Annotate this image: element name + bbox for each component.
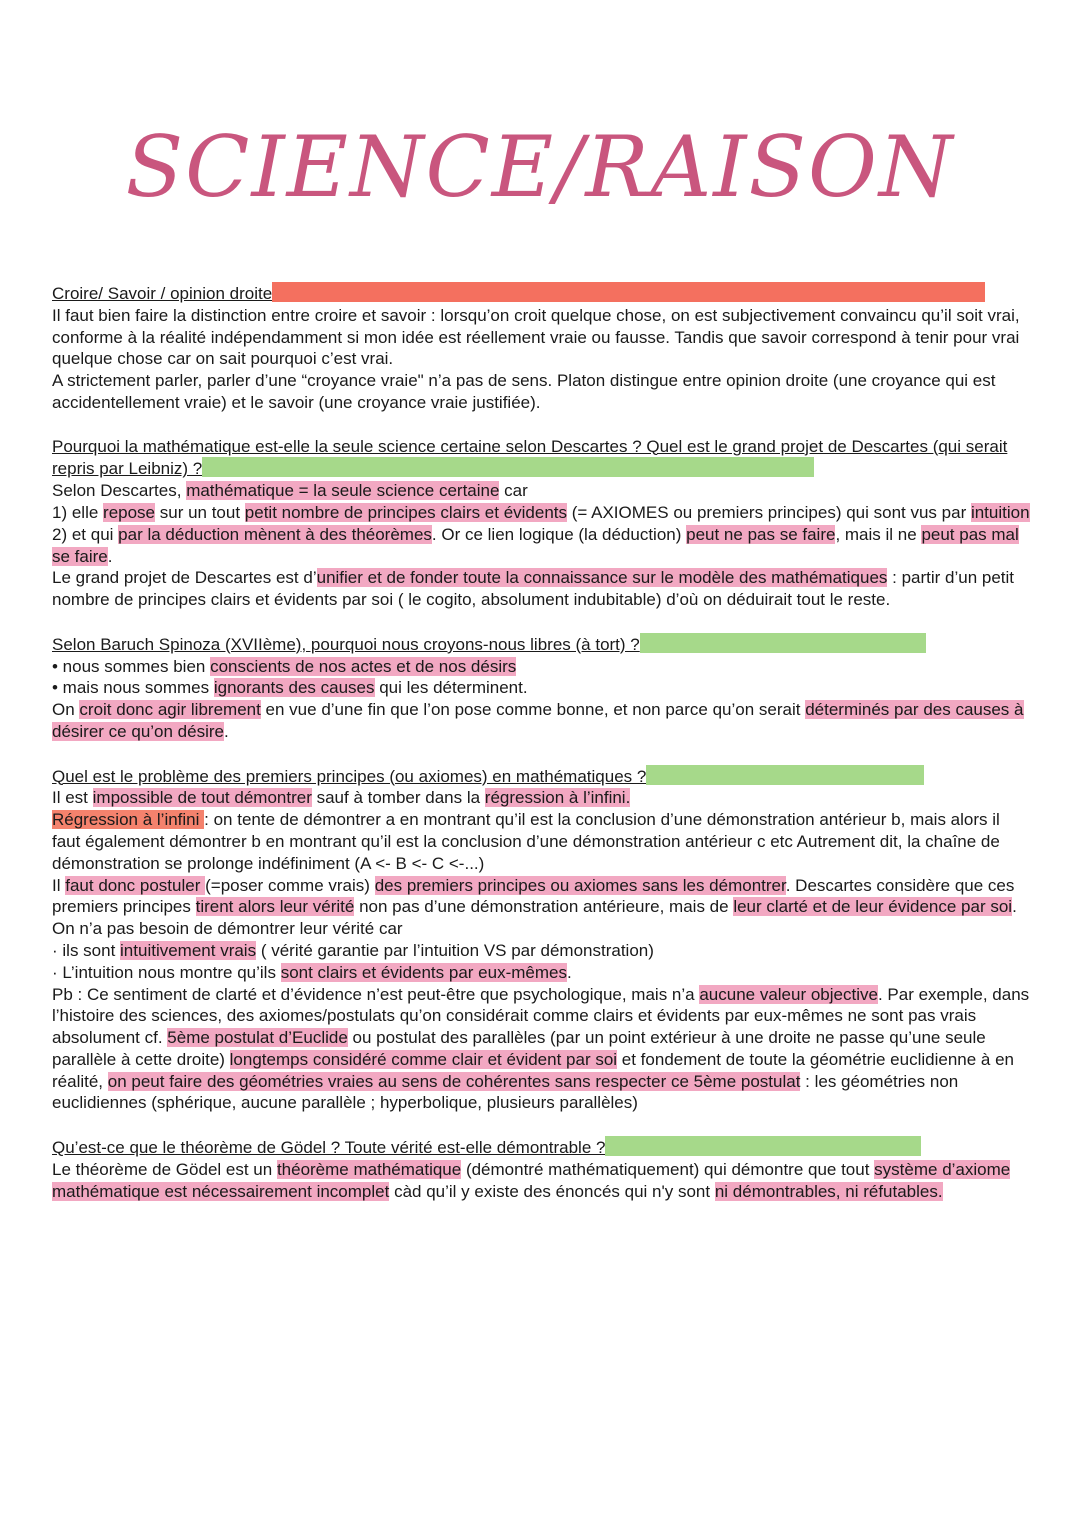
text: non pas d’une démonstration antérieure, mais de <box>354 897 734 917</box>
highlight: faut donc postuler <box>65 875 206 895</box>
text: . Descartes considère que ces premiers principes <box>52 875 1015 917</box>
text: en vue d’une fin que l’on pose comme bonne, et non parce qu’on serait <box>260 700 806 720</box>
highlight: par la déduction mènent à des théorèmes <box>118 524 432 544</box>
question-heading: Croire/ Savoir / opinion droite <box>52 284 273 303</box>
question-heading: Selon Baruch Spinoza (XVIIème), pourquoi nous croyons-nous libres (à tort) ? <box>52 634 640 654</box>
section-axiomes <box>52 765 1032 1115</box>
highlight: théorème mathématique <box>276 1159 462 1179</box>
green-bar <box>640 633 926 653</box>
text: ou postulat des parallèles (par un point extérieur à une droite ne passe qu’une seule parallèle à cette droite) <box>52 1028 986 1069</box>
text: 1) elle <box>52 502 104 522</box>
text: sauf à tomber dans la <box>311 788 485 808</box>
green-bar <box>646 765 924 785</box>
highlight: régression à l’infini. <box>484 788 631 808</box>
highlight: déterminés par des causes à désirer ce qu’on désire <box>52 700 1024 741</box>
highlight: croit donc agir librement <box>79 700 261 720</box>
paragraph <box>52 699 1032 743</box>
highlight: aucune valeur objective <box>699 984 878 1004</box>
paragraph <box>52 524 1032 568</box>
question-line <box>52 1136 1032 1159</box>
question-heading: Quel est le problème des premiers principes (ou axiomes) en mathématiques ? <box>52 766 647 786</box>
text: Selon Descartes, <box>52 481 187 501</box>
text: : on tente de démontrer a en montrant qu’il est la conclusion d’une démonstration antérieur b, mais alors il faut également démontrer b en montrant qu’il est la conclusion d’une démonstration antérieur c etc Autrement dit, la chaîne de démonstration se prolonge indéfiniment (A <- B <- C <-...) <box>52 810 1000 873</box>
highlight: peut pas mal se faire <box>52 524 1019 566</box>
red-bar <box>272 282 985 302</box>
text: (=poser comme vrais) <box>205 875 375 895</box>
text: Pb : Ce sentiment de clarté et d’évidence n’est peut-être que psychologique, mais n’a <box>52 984 700 1004</box>
text: Le grand projet de Descartes est d’ <box>52 568 317 588</box>
paragraph <box>52 1159 1032 1203</box>
text: Il est <box>52 788 93 808</box>
text: Il <box>52 875 66 895</box>
text: : partir d’un petit nombre de principes clairs et évidents par soi ( le cogito, absolument indubitable) d’où on déduirait tout le reste. <box>52 568 1015 610</box>
text: . Par exemple, dans l’histoire des sciences, des axiomes/postulats qu’on considérait comme clairs et évidents par eux-mêmes ne sont pas vrais absolument cf. <box>52 984 1030 1048</box>
section-croire-savoir <box>52 282 1032 414</box>
highlight: on peut faire des géométries vraies au sens de cohérentes sans respecter ce 5ème postulat <box>107 1071 801 1091</box>
highlight: des premiers principes ou axiomes sans les démontrer <box>374 875 786 895</box>
text: : les géométries non euclidiennes (sphérique, aucune parallèle ; hyperbolique, plusieurs parallèles) <box>52 1071 959 1113</box>
paragraph <box>52 677 1032 699</box>
text: • nous sommes bien <box>52 656 211 676</box>
paragraph <box>52 809 1032 874</box>
text: , mais il ne <box>835 524 922 544</box>
paragraph <box>52 502 1032 524</box>
text: qui les déterminent. <box>374 678 528 698</box>
highlight: 5ème postulat d’Euclide <box>167 1028 348 1048</box>
text: • mais nous sommes <box>52 678 214 698</box>
text: . <box>566 962 572 982</box>
text: sur un tout <box>155 502 245 522</box>
paragraph <box>52 787 1032 809</box>
paragraph <box>52 940 1032 962</box>
text: . On n’a pas besoin de démontrer leur vérité car <box>52 897 1017 939</box>
green-bar <box>202 457 814 477</box>
text: · L’intuition nous montre qu’ils <box>52 962 281 982</box>
text: · ils sont <box>52 940 121 960</box>
highlight: conscients de nos actes et de nos désirs <box>210 656 517 676</box>
question-line <box>52 765 1032 788</box>
highlight: longtemps considéré comme clair et évident par soi <box>229 1049 618 1069</box>
highlight: unifier et de fonder toute la connaissance sur le modèle des mathématiques <box>316 568 888 588</box>
paragraph <box>52 480 1032 502</box>
text: On <box>52 700 80 720</box>
text: càd qu’il y existe des énoncés qui n'y sont <box>389 1181 715 1201</box>
highlight: repose <box>103 502 156 522</box>
highlight: mathématique = la seule science certaine <box>186 481 500 501</box>
highlight: leur clarté et de leur évidence par soi <box>733 897 1013 917</box>
text: (= AXIOMES ou premiers principes) qui sont vus par <box>567 502 971 522</box>
section-godel <box>52 1136 1032 1202</box>
text: . <box>223 721 229 741</box>
paragraph <box>52 875 1032 940</box>
paragraph: A strictement parler, parler d’une “croyance vraie" n’a pas de sens. Platon distingue entre opinion droite (une croyance qui est accidentellement vraie) et le savoir (une croyance vraie justifiée). <box>52 371 996 412</box>
paragraph <box>52 962 1032 984</box>
highlight: intuitivement vrais <box>120 940 257 960</box>
text: ( vérité garantie par l’intuition VS par démonstration) <box>256 940 654 960</box>
question-heading: Qu’est-ce que le théorème de Gödel ? Toute vérité est-elle démontrable ? <box>52 1138 606 1158</box>
highlight: intuition <box>970 502 1030 522</box>
green-bar <box>605 1136 921 1156</box>
highlight: peut ne pas se faire <box>686 524 836 544</box>
question-line <box>52 282 1032 305</box>
highlight: système d’axiome mathématique est nécessairement incomplet <box>52 1159 1011 1201</box>
question-line <box>52 436 1032 481</box>
question-line <box>52 633 1032 656</box>
text: et fondement de toute la géométrie euclidienne à en réalité, <box>52 1049 1015 1091</box>
text: (démontré mathématiquement) qui démontre que tout <box>461 1159 875 1179</box>
text: . Or ce lien logique (la déduction) <box>431 524 687 544</box>
question-heading: Pourquoi la mathématique est-elle la seule science certaine selon Descartes ? Quel est le grand projet de Descartes (qui serait repris par Leibniz) ? <box>52 436 1008 479</box>
highlight-orange: Régression à l’infini <box>52 810 205 830</box>
paragraph <box>52 984 1032 1115</box>
highlight: sont clairs et évidents par eux-mêmes <box>280 962 567 982</box>
text: . <box>107 546 113 566</box>
highlight: petit nombre de principes clairs et évidents <box>244 502 568 522</box>
highlight: ignorants des causes <box>213 678 375 698</box>
highlight: tirent alors leur vérité <box>195 897 355 917</box>
section-spinoza <box>52 633 1032 743</box>
highlight: impossible de tout démontrer <box>92 788 312 808</box>
text: 2) et qui <box>52 524 119 544</box>
paragraph <box>52 567 1032 611</box>
text: car <box>499 481 528 501</box>
page-title: SCIENCE/RAISON <box>125 118 955 216</box>
paragraph: Il faut bien faire la distinction entre croire et savoir : lorsqu’on croit quelque chose, on est subjectivement convaincu qu’il soit vrai, conforme à la réalité indépendamment si mon idée est réellement vraie ou fausse. Tandis que savoir correspond à tenir pour vrai quelque chose car on sait pourquoi c’est vrai. <box>52 305 1020 369</box>
paragraph <box>52 656 1032 678</box>
section-descartes <box>52 436 1032 611</box>
text: Le théorème de Gödel est un <box>52 1159 277 1179</box>
notes-body <box>52 282 1032 1224</box>
highlight: ni démontrables, ni réfutables. <box>714 1181 943 1201</box>
